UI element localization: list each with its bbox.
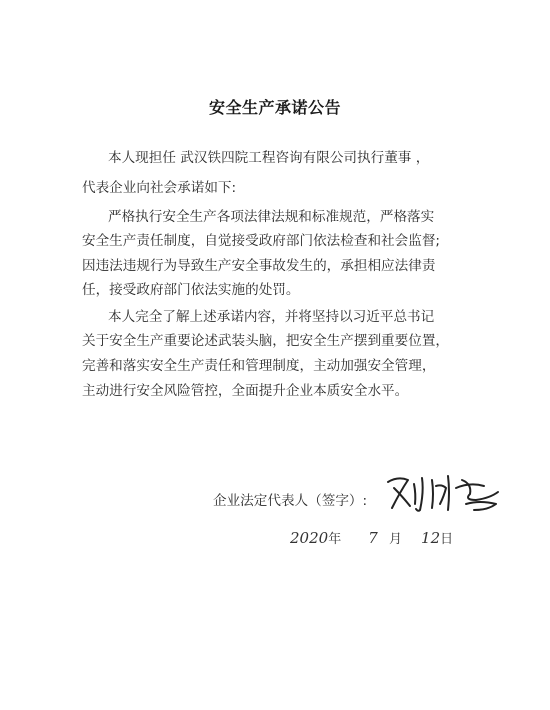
body-line: 严格执行安全生产各项法律法规和标准规范，严格落实 <box>108 209 435 225</box>
body-line: 任，接受政府部门依法实施的处罚。 <box>82 282 300 298</box>
document-title: 安全生产承诺公告 <box>208 98 341 117</box>
body-line: 主动进行安全风险管控，全面提升企业本质安全水平。 <box>82 383 409 399</box>
body-line: 本人现担任 武汉铁四院工程咨询有限公司执行董事 ， <box>108 150 430 166</box>
body-line: 安全生产责任制度，自觉接受政府部门依法检查和社会监督; <box>82 233 441 249</box>
body-line: 本人完全了解上述承诺内容，并将坚持以习近平总书记 <box>108 309 435 325</box>
date-year-unit: 年 <box>328 532 342 547</box>
body-line: 关于安全生产重要论述武装头脑，把安全生产摆到重要位置， <box>82 333 450 349</box>
body-line: 完善和落实安全生产责任和管理制度，主动加强安全管理， <box>82 358 436 374</box>
body-line: 代表企业向社会承诺如下: <box>82 180 237 196</box>
date-day: 12 <box>421 529 441 547</box>
date-month: 7 <box>368 529 378 547</box>
handwritten-signature <box>380 470 520 515</box>
date-month-unit: 月 <box>388 532 402 547</box>
signature-label: 企业法定代表人（签字）: <box>213 493 368 509</box>
date-day-unit: 日 <box>440 532 454 547</box>
date-year: 2020 <box>290 529 329 547</box>
body-line: 因违法违规行为导致生产安全事故发生的，承担相应法律责 <box>82 258 436 274</box>
signature-date <box>290 528 453 547</box>
